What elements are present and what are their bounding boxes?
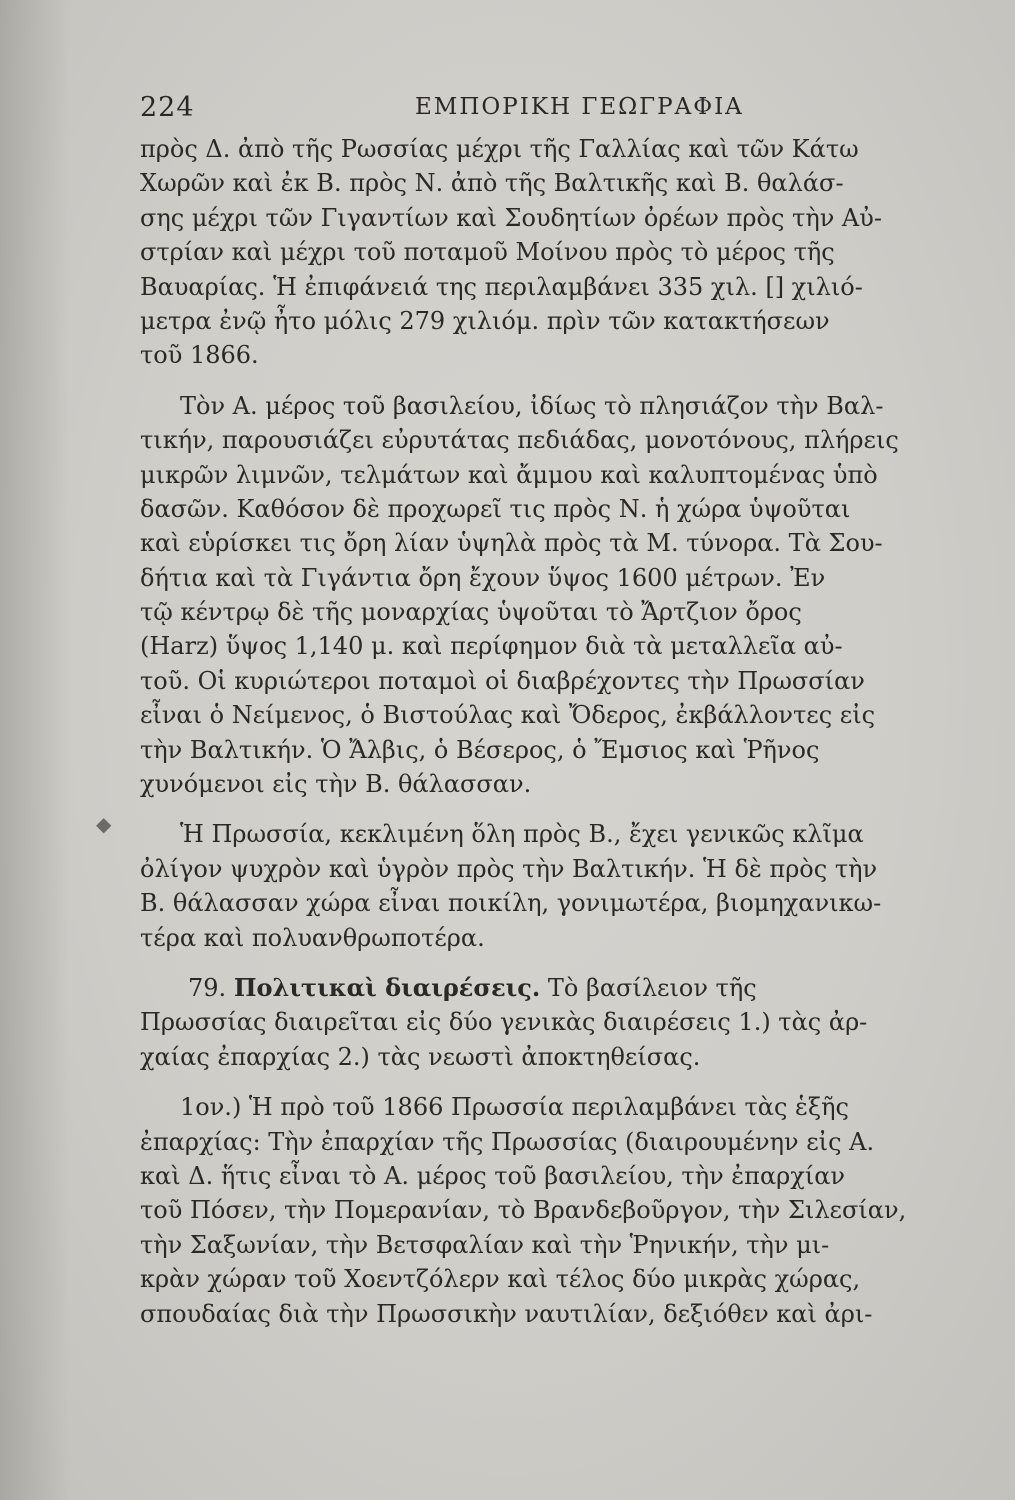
text-line: χυνόμενοι εἰς τὴν Β. θάλασσαν. xyxy=(140,770,532,799)
text-line: μετρα ἐνῷ ἦτο μόλις 279 χιλιόμ. πρὶν τῶν κατακτήσεων xyxy=(140,306,830,335)
text-line: ἐπαρχίας: Τὴν ἐπαρχίαν τῆς Πρωσσίας (διαιρουμένην εἰς Α. xyxy=(140,1127,875,1156)
page-number: 224 xyxy=(140,92,195,123)
text-line: τοῦ Πόσεν, τὴν Πομερανίαν, τὸ Βρανδεβοῦργον, τὴν Σιλεσίαν, xyxy=(140,1196,907,1225)
paragraph-1 xyxy=(140,132,940,373)
paragraph-gap xyxy=(140,955,940,971)
text-line: δήτια καὶ τὰ Γιγάντια ὄρη ἔχουν ὕψος 1600 μέτρων. Ἐν xyxy=(140,563,826,592)
text-line: Πρωσσίας διαιρεῖται εἰς δύο γενικὰς διαιρέσεις 1.) τὰς ἀρ- xyxy=(140,1008,868,1037)
text-line: πρὸς Δ. ἀπὸ τῆς Ρωσσίας μέχρι τῆς Γαλλίας καὶ τῶν Κάτω xyxy=(140,135,859,163)
text-line: (Harz) ὕψος 1,140 μ. καὶ περίφημον διὰ τὰ μεταλλεῖα αὐ- xyxy=(140,632,843,661)
text-line: σης μέχρι τῶν Γιγαντίων καὶ Σουδητίων ὀρέων πρὸς τὴν Αὐ- xyxy=(140,203,882,232)
text-line: τὴν Βαλτικήν. Ὁ Ἄλβις, ὁ Βέσερος, ὁ Ἔμσιος καὶ Ῥῆνος xyxy=(140,735,820,764)
text-line: δασῶν. Καθόσον δὲ προχωρεῖ τις πρὸς Ν. ἡ χώρα ὑψοῦται xyxy=(140,494,851,523)
paragraph-2 xyxy=(140,389,940,802)
paragraph-gap xyxy=(140,1074,940,1090)
text-line: τὴν Σαξωνίαν, τὴν Βετσφαλίαν καὶ τὴν Ῥηνικήν, τὴν μι- xyxy=(140,1230,830,1259)
section-text: Τὸ βασίλειον τῆς xyxy=(547,973,757,1002)
section-number: 79. xyxy=(188,973,227,1002)
text-line: Χωρῶν καὶ ἐκ Β. πρὸς Ν. ἀπὸ τῆς Βαλτικῆς καὶ Β. θαλάσ- xyxy=(140,169,844,198)
section-79 xyxy=(140,971,940,1074)
text-line: τικήν, παρουσιάζει εὐρυτάτας πεδιάδας, μονοτόνους, πλήρεις xyxy=(140,426,899,455)
paragraph-3 xyxy=(140,817,940,955)
text-line: Βαυαρίας. Ἡ ἐπιφάνειά της περιλαμβάνει 335 χιλ. [] χιλιό- xyxy=(140,272,863,301)
text-line: Ἡ Πρωσσία, κεκλιμένη ὅλη πρὸς Β., ἔχει γενικῶς κλῖμα xyxy=(180,820,864,849)
text-line: στρίαν καὶ μέχρι τοῦ ποταμοῦ Μοίνου πρὸς τὸ μέρος τῆς xyxy=(140,238,835,267)
text-line: μικρῶν λιμνῶν, τελμάτων καὶ ἄμμου καὶ καλυπτομένας ὑπὸ xyxy=(140,460,878,489)
text-line: καὶ εὑρίσκει τις ὄρη λίαν ὑψηλὰ πρὸς τὰ Μ. τύνορα. Τὰ Σου- xyxy=(140,529,883,558)
margin-mark: ◆ xyxy=(96,812,112,836)
text-line: κρὰν χώραν τοῦ Χοεντζόλερν καὶ τέλος δύο μικρὰς χώρας, xyxy=(140,1265,861,1294)
text-line: 1ον.) Ἡ πρὸ τοῦ 1866 Πρωσσία περιλαμβάνει τὰς ἑξῆς xyxy=(180,1093,849,1122)
page-header xyxy=(140,88,940,128)
text-line: τῷ κέντρῳ δὲ τῆς μοναρχίας ὑψοῦται τὸ Ἄρτζιον ὄρος xyxy=(140,598,802,627)
text-line: Β. θάλασσαν χώρα εἶναι ποικίλη, γονιμωτέρα, βιομηχανικω- xyxy=(140,889,882,918)
text-line: Τὸν Α. μέρος τοῦ βασιλείου, ἰδίως τὸ πλησιάζον τὴν Βαλ- xyxy=(180,391,884,420)
running-head: ΕΜΠΟΡΙΚΗ ΓΕΩΓΡΑΦΙΑ xyxy=(415,94,744,120)
text-line: εἶναι ὁ Νείμενος, ὁ Βιστούλας καὶ Ὄδερος, ἐκβάλλοντες εἰς xyxy=(140,701,876,730)
text-line: τοῦ 1866. xyxy=(140,341,259,370)
text-line: καὶ Δ. ἥτις εἶναι τὸ Α. μέρος τοῦ βασιλείου, τὴν ἐπαρχίαν xyxy=(140,1161,846,1190)
section-heading: Πολιτικαὶ διαιρέσεις. xyxy=(233,972,541,1002)
text-line: τέρα καὶ πολυανθρωποτέρα. xyxy=(140,923,485,952)
text-line: τοῦ. Οἱ κυριώτεροι ποταμοὶ οἱ διαβρέχοντες τὴν Πρωσσίαν xyxy=(140,666,865,695)
text-line: ὀλίγον ψυχρὸν καὶ ὑγρὸν πρὸς τὴν Βαλτικήν. Ἡ δὲ πρὸς τὴν xyxy=(140,854,878,883)
paragraph-provinces xyxy=(140,1090,940,1331)
text-line: σπουδαίας διὰ τὴν Πρωσσικὴν ναυτιλίαν, δεξιόθεν καὶ ἀρι- xyxy=(140,1299,873,1328)
text-line: χαίας ἐπαρχίας 2.) τὰς νεωστὶ ἀποκτηθείσας. xyxy=(140,1042,701,1071)
paragraph-gap xyxy=(140,373,940,389)
binding-shadow xyxy=(0,0,70,1500)
section-first-line xyxy=(140,971,940,1005)
paragraph-gap xyxy=(140,801,940,817)
body-text xyxy=(140,132,940,1331)
